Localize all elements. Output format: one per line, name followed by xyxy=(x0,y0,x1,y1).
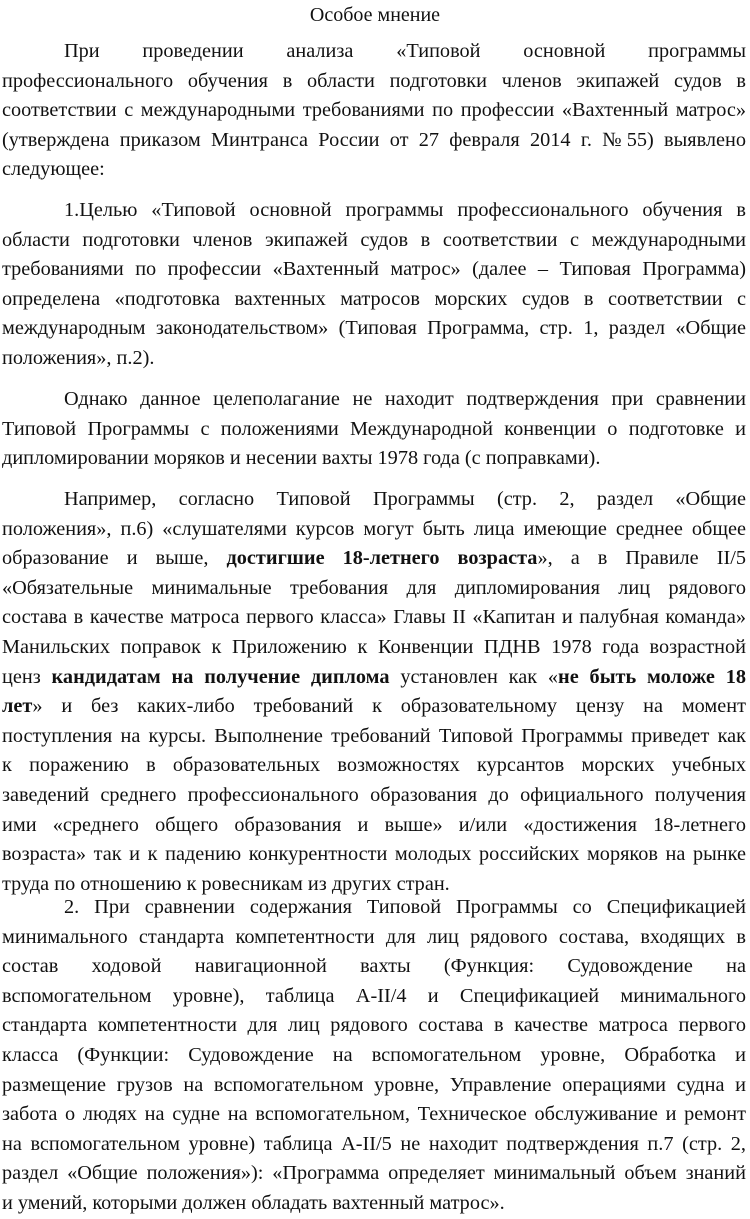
paragraph-example xyxy=(2,485,746,899)
text-line: положения», п.6) «слушателями курсов могут быть лица имеющие среднее общее xyxy=(2,517,746,540)
text-line: на вспомогательном уровне) таблица А-II/5 не находит подтверждения п.7 (стр. 2, xyxy=(2,1132,746,1155)
text-line: поступления на курсы. Выполнение требований Типовой Программы приведет как xyxy=(2,724,746,747)
text-line: дипломировании моряков и несении вахты 1978 года (с поправками). xyxy=(2,447,601,470)
text-line: требованиями по профессии «Вахтенный матрос» (далее – Типовая Программа) xyxy=(2,258,746,281)
paragraph-point-2 xyxy=(2,893,746,1219)
text-segment: образование и выше, xyxy=(2,547,227,570)
text-line: состав ходовой навигационной вахты (Функция: Судовождение на xyxy=(2,955,746,978)
paragraph-intro xyxy=(2,37,746,185)
text-segment: ценз xyxy=(2,665,52,688)
bold-emphasis: кандидатам на получение диплома xyxy=(51,665,390,688)
text-line: 2. При сравнении содержания Типовой Программы со Спецификацией xyxy=(64,896,746,918)
text-line: международным законодательством» (Типовая Программа, стр. 1, раздел «Общие xyxy=(2,317,746,340)
text-line-with-emphasis xyxy=(2,692,746,722)
text-line: минимального стандарта компетентности для лиц рядового состава, входящих в xyxy=(2,925,746,948)
text-line: и умений, которыми должен обладать вахтенный матрос». xyxy=(2,1191,505,1214)
paragraph-point-1 xyxy=(2,196,746,374)
text-line: следующее: xyxy=(2,158,105,181)
text-segment: », а в Правиле II/5 xyxy=(537,547,747,570)
text-line: При проведении анализа «Типовой основной программы xyxy=(64,40,746,62)
text-line: Например, согласно Типовой Программы (стр. 2, раздел «Общие xyxy=(64,488,746,510)
text-line: к поражению в образовательных возможностях курсантов морских учебных xyxy=(2,754,746,777)
text-line: ими «среднего общего образования и выше» и/или «достижения 18-летнего xyxy=(2,813,746,836)
text-segment: установлен как « xyxy=(389,665,559,688)
text-line-with-emphasis xyxy=(2,544,746,574)
text-line: размещение грузов на вспомогательном уровне, Управление операциями судна и xyxy=(2,1073,746,1096)
paragraph-however xyxy=(2,385,746,474)
text-line: Манильских поправок к Приложению к Конвенции ПДНВ 1978 года возрастной xyxy=(2,635,746,658)
text-segment: » и без каких-либо требований к образовательному цензу на момент xyxy=(32,695,746,718)
bold-emphasis: не быть моложе 18 xyxy=(558,665,747,688)
document-title: Особое мнение xyxy=(309,4,441,26)
text-line: возраста» так и к падению конкурентности молодых российских моряков на рынке xyxy=(2,843,746,866)
text-line: определена «подготовка вахтенных матросов морских судов в соответствии с xyxy=(2,287,746,310)
text-line-with-emphasis xyxy=(2,663,746,693)
text-line: заведений среднего профессионального образования до официального получения xyxy=(2,783,746,806)
text-line: стандарта компетентности для лиц рядового состава в качестве матроса первого xyxy=(2,1014,746,1037)
text-line: класса (Функции: Судовождение на вспомогательном уровне, Обработка и xyxy=(2,1043,746,1066)
text-line: труда по отношению к ровесникам из других стран. xyxy=(2,872,450,895)
bold-emphasis: лет xyxy=(2,695,33,718)
text-line: забота о людях на судне на вспомогательном, Техническое обслуживание и ремонт xyxy=(2,1103,746,1126)
text-line: состава в качестве матроса первого класса» Главы II «Капитан и палубная команда» xyxy=(2,606,746,629)
text-line: (утверждена приказом Минтранса России от 27 февраля 2014 г. №55) выявлено xyxy=(2,128,746,151)
text-line: Однако данное целеполагание не находит подтверждения при сравнении xyxy=(64,388,746,410)
text-line: раздел «Общие положения»): «Программа определяет минимальный объем знаний xyxy=(2,1162,746,1185)
text-line: 1.Целью «Типовой основной программы профессионального обучения в xyxy=(64,199,746,221)
text-line: Типовой Программы с положениями Международной конвенции о подготовке и xyxy=(2,417,746,440)
text-line: профессионального обучения в области подготовки членов экипажей судов в xyxy=(2,69,746,92)
bold-emphasis: достигшие 18-летнего возраста xyxy=(226,547,538,570)
text-line: «Обязательные минимальные требования для дипломирования лиц рядового xyxy=(2,576,746,599)
text-line: соответствии с международными требованиями по профессии «Вахтенный матрос» xyxy=(2,99,746,122)
text-line: вспомогательном уровне), таблица А-II/4 и Спецификацией минимального xyxy=(2,984,746,1007)
text-line: области подготовки членов экипажей судов в соответствии с международными xyxy=(2,228,746,251)
text-line: положения», п.2). xyxy=(2,346,155,369)
